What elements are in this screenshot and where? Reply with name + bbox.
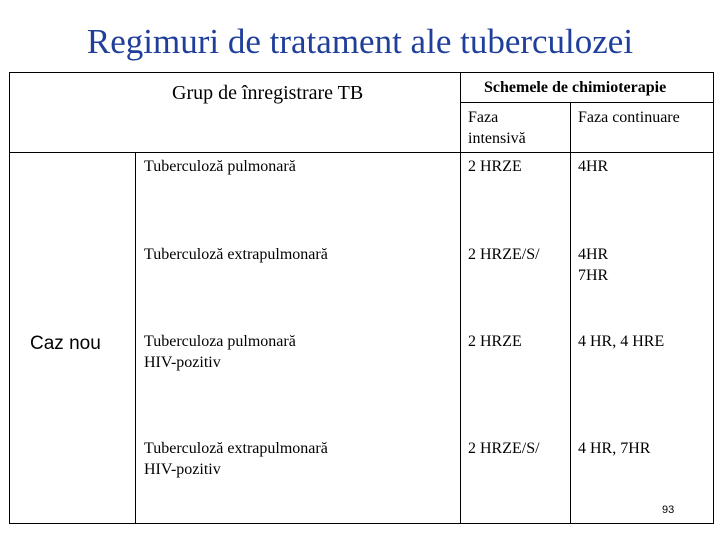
- table-divider: [460, 72, 461, 524]
- continuation-phase-cell: 4 HR, 4 HRE: [578, 333, 665, 350]
- tb-type-cell: Tuberculoza pulmonară HIV-pozitiv: [144, 333, 296, 371]
- row-group-label: Caz nou: [30, 333, 101, 354]
- group-header: Grup de înregistrare TB: [172, 82, 364, 104]
- tb-type-cell: Tuberculoză extrapulmonară HIV-pozitiv: [144, 440, 328, 478]
- tb-type-cell: Tuberculoză pulmonară: [144, 158, 296, 175]
- phase-continuation-header: Faza continuare: [578, 109, 680, 126]
- phase-intensive-header: Faza intensivă: [468, 109, 526, 147]
- continuation-phase-cell: 4HR 7HR: [578, 246, 609, 284]
- table-divider: [570, 102, 571, 524]
- table-divider: [460, 102, 714, 103]
- page-number: 93: [662, 504, 675, 516]
- intensive-phase-cell: 2 HRZE/S/: [468, 440, 540, 457]
- tb-type-cell: Tuberculoză extrapulmonară: [144, 246, 328, 263]
- scheme-header: Schemele de chimioterapie: [484, 79, 667, 96]
- continuation-phase-cell: 4HR: [578, 158, 609, 175]
- table-divider: [135, 153, 136, 523]
- intensive-phase-cell: 2 HRZE: [468, 333, 522, 350]
- continuation-phase-cell: 4 HR, 7HR: [578, 440, 651, 457]
- intensive-phase-cell: 2 HRZE: [468, 158, 522, 175]
- intensive-phase-cell: 2 HRZE/S/: [468, 246, 540, 263]
- slide-title: Regimuri de tratament ale tuberculozei: [86, 22, 634, 61]
- table-divider: [9, 152, 714, 153]
